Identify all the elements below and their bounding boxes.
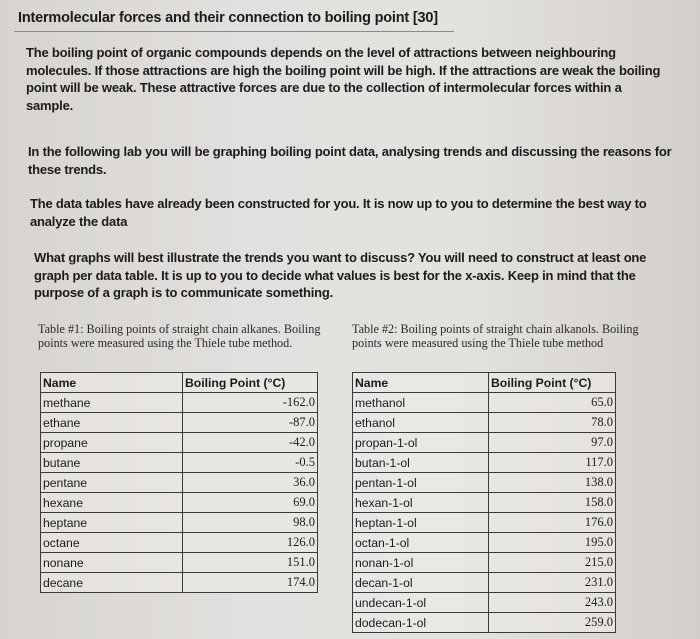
compound-name-cell: butan-1-ol: [353, 453, 489, 473]
compound-name-cell: propane: [41, 433, 183, 453]
boiling-point-cell: 231.0: [489, 573, 616, 593]
compound-name-cell: nonan-1-ol: [353, 553, 489, 573]
graphs-question-paragraph: What graphs will best illustrate the trends you want to discuss? You will need to construct at least one graph per data table. It is up to you to decide what values is best for the x-axis. Keep in mind that the purpose of a graph is to communicate something.: [34, 250, 647, 300]
boiling-point-column-header: Boiling Point (°C): [183, 373, 318, 393]
table-row: [353, 533, 616, 553]
page-title: Intermolecular forces and their connection to boiling point [30]: [18, 10, 438, 26]
compound-name-cell: dodecan-1-ol: [353, 613, 489, 633]
boiling-point-cell: -162.0: [183, 393, 318, 413]
compound-name-cell: heptan-1-ol: [353, 513, 489, 533]
compound-name-cell: decane: [41, 573, 183, 593]
boiling-point-cell: -0.5: [183, 453, 318, 473]
compound-name-cell: heptane: [41, 513, 183, 533]
boiling-point-cell: 36.0: [183, 473, 318, 493]
boiling-point-column-header: Boiling Point (°C): [489, 373, 616, 393]
boiling-point-cell: 65.0: [489, 393, 616, 413]
table1-caption: Table #1: Boiling points of straight chain alkanes. Boiling points were measured using the Thiele tube method.: [38, 322, 321, 350]
boiling-point-cell: 126.0: [183, 533, 318, 553]
compound-name-cell: propan-1-ol: [353, 433, 489, 453]
table-row: [41, 533, 318, 553]
lab-description-paragraph: In the following lab you will be graphing boiling point data, analysing trends and discussing the reasons for these trends.: [28, 144, 672, 177]
compound-name-cell: butane: [41, 453, 183, 473]
boiling-point-cell: 138.0: [489, 473, 616, 493]
table-header-row: [41, 373, 318, 393]
table-row: [353, 393, 616, 413]
compound-name-cell: methane: [41, 393, 183, 413]
name-column-header: Name: [41, 373, 183, 393]
table-row: [353, 573, 616, 593]
boiling-point-cell: 215.0: [489, 553, 616, 573]
compound-name-cell: pentane: [41, 473, 183, 493]
title-underline: [14, 31, 454, 32]
boiling-point-cell: 243.0: [489, 593, 616, 613]
compound-name-cell: decan-1-ol: [353, 573, 489, 593]
table2-caption: Table #2: Boiling points of straight chain alkanols. Boiling points were measured using the Thiele tube method: [352, 322, 639, 350]
table-row: [41, 433, 318, 453]
name-column-header: Name: [353, 373, 489, 393]
boiling-point-cell: 259.0: [489, 613, 616, 633]
boiling-point-cell: 69.0: [183, 493, 318, 513]
table-row: [353, 453, 616, 473]
boiling-point-cell: 158.0: [489, 493, 616, 513]
compound-name-cell: octane: [41, 533, 183, 553]
compound-name-cell: hexan-1-ol: [353, 493, 489, 513]
compound-name-cell: methanol: [353, 393, 489, 413]
table-row: [41, 393, 318, 413]
boiling-point-cell: -87.0: [183, 413, 318, 433]
table-row: [41, 493, 318, 513]
table-row: [353, 553, 616, 573]
compound-name-cell: nonane: [41, 553, 183, 573]
table-row: [353, 513, 616, 533]
table-header-row: [353, 373, 616, 393]
boiling-point-cell: 78.0: [489, 413, 616, 433]
compound-name-cell: octan-1-ol: [353, 533, 489, 553]
table-row: [41, 553, 318, 573]
table-row: [41, 453, 318, 473]
table-row: [353, 613, 616, 633]
compound-name-cell: undecan-1-ol: [353, 593, 489, 613]
table-row: [41, 413, 318, 433]
data-tables-paragraph: The data tables have already been constructed for you. It is now up to you to determine the best way to analyze the data: [30, 196, 647, 229]
table-row: [353, 413, 616, 433]
table-row: [41, 473, 318, 493]
intro-paragraph: The boiling point of organic compounds depends on the level of attractions between neighbouring molecules. If those attractions are high the boiling point will be high. If the attractions are weak the boiling point will be weak. These attractive forces are due to the collection of intermolecular forces within a sample.: [26, 45, 661, 113]
table-row: [41, 513, 318, 533]
table-row: [353, 593, 616, 613]
boiling-point-cell: -42.0: [183, 433, 318, 453]
compound-name-cell: ethane: [41, 413, 183, 433]
alkanols-table: [352, 372, 616, 633]
boiling-point-cell: 117.0: [489, 453, 616, 473]
boiling-point-cell: 176.0: [489, 513, 616, 533]
boiling-point-cell: 195.0: [489, 533, 616, 553]
boiling-point-cell: 98.0: [183, 513, 318, 533]
table-row: [353, 473, 616, 493]
boiling-point-cell: 97.0: [489, 433, 616, 453]
compound-name-cell: pentan-1-ol: [353, 473, 489, 493]
table-row: [353, 433, 616, 453]
table-row: [41, 573, 318, 593]
alkanes-table: [40, 372, 318, 593]
boiling-point-cell: 151.0: [183, 553, 318, 573]
boiling-point-cell: 174.0: [183, 573, 318, 593]
table-row: [353, 493, 616, 513]
compound-name-cell: ethanol: [353, 413, 489, 433]
compound-name-cell: hexane: [41, 493, 183, 513]
